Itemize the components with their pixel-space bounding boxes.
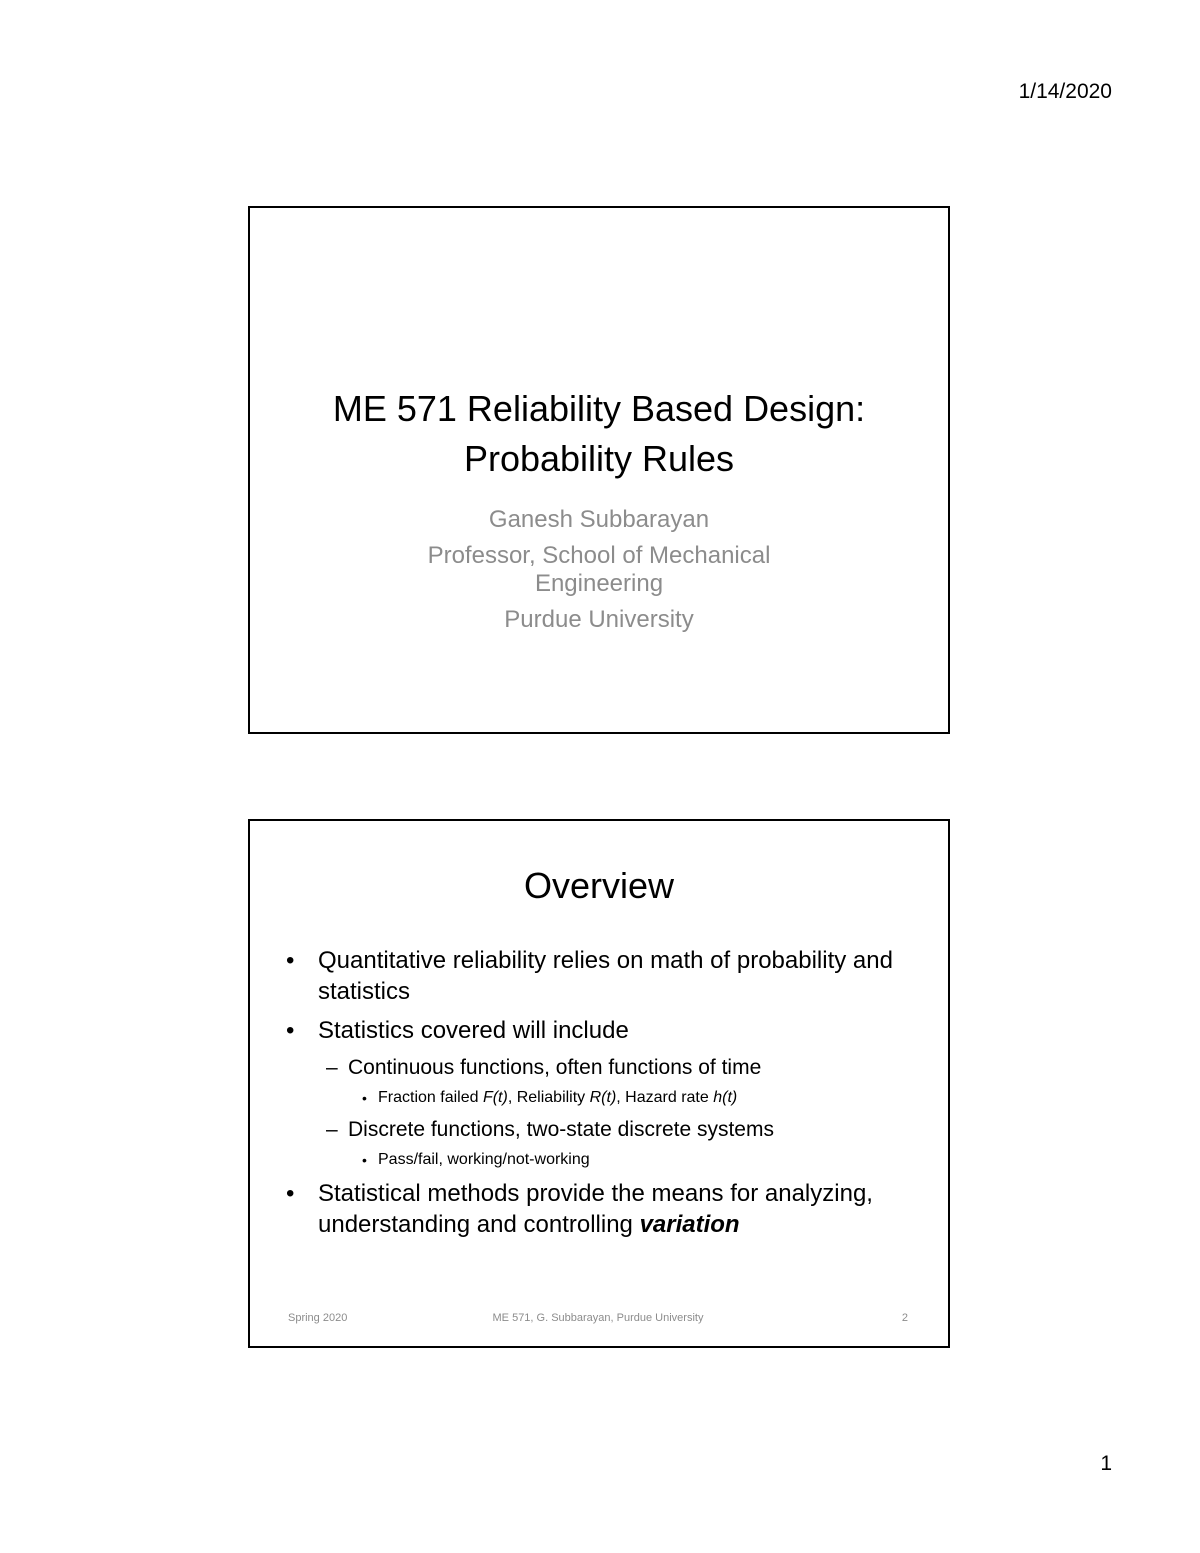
sub-sub-bullet-item [286,1148,928,1172]
formula-hazard-rate: h(t) [713,1089,738,1106]
bullet-marker: • [286,947,295,974]
footer-term: Spring 2020 [288,1312,348,1324]
text-part: , Reliability [507,1089,590,1106]
author-role-line-2: Engineering [534,570,664,597]
bullet-marker: • [362,1152,367,1168]
emphasized-word: variation [639,1211,740,1238]
sub-sub-bullet-text: Pass/fail, working/not-working [378,1151,590,1168]
title-slide [248,206,950,734]
sub-bullet-text: Discrete functions, two-state discrete systems [348,1118,774,1141]
author-role-line-1: Professor, School of Mechanical [427,542,771,569]
footer-slide-number: 2 [901,1312,908,1324]
slide-title-line-1: ME 571 Reliability Based Design: [332,388,866,429]
text-part: Fraction failed [378,1089,483,1106]
dash-marker: – [326,1118,338,1141]
sub-sub-bullet-item [286,1086,928,1110]
slide-title-line-2: Probability Rules [463,438,735,479]
bullet-list [286,945,928,1248]
bullet-marker: • [286,1180,295,1207]
overview-title: Overview [523,865,675,906]
sub-bullet-item [286,1054,928,1082]
overview-slide [248,819,950,1348]
page-date: 1/14/2020 [1018,80,1112,103]
institution: Purdue University [504,606,694,633]
slide-subtitle [250,506,948,634]
bullet-text: Statistics covered will include [318,1017,629,1044]
bullet-marker: • [362,1090,367,1106]
slide-title [250,384,948,484]
text-part: , Hazard rate [616,1089,714,1106]
formula-reliability: R(t) [589,1089,617,1106]
footer-course: ME 571, G. Subbarayan, Purdue University [492,1312,704,1324]
page-number: 1 [1100,1452,1112,1475]
dash-marker: – [326,1056,338,1079]
sub-bullet-item [286,1116,928,1144]
bullet-marker: • [286,1017,295,1044]
author-name: Ganesh Subbarayan [488,506,710,533]
bullet-item [286,1015,928,1046]
formula-fraction-failed: F(t) [482,1089,508,1106]
bullet-text: Quantitative reliability relies on math of probability and statistics [318,947,893,1005]
bullet-item [286,945,928,1007]
bullet-item [286,1178,928,1240]
bullet-text: Statistical methods provide the means for analyzing, understanding and controlling [318,1180,873,1238]
slide-footer [288,1312,908,1328]
sub-bullet-text: Continuous functions, often functions of time [348,1056,762,1079]
